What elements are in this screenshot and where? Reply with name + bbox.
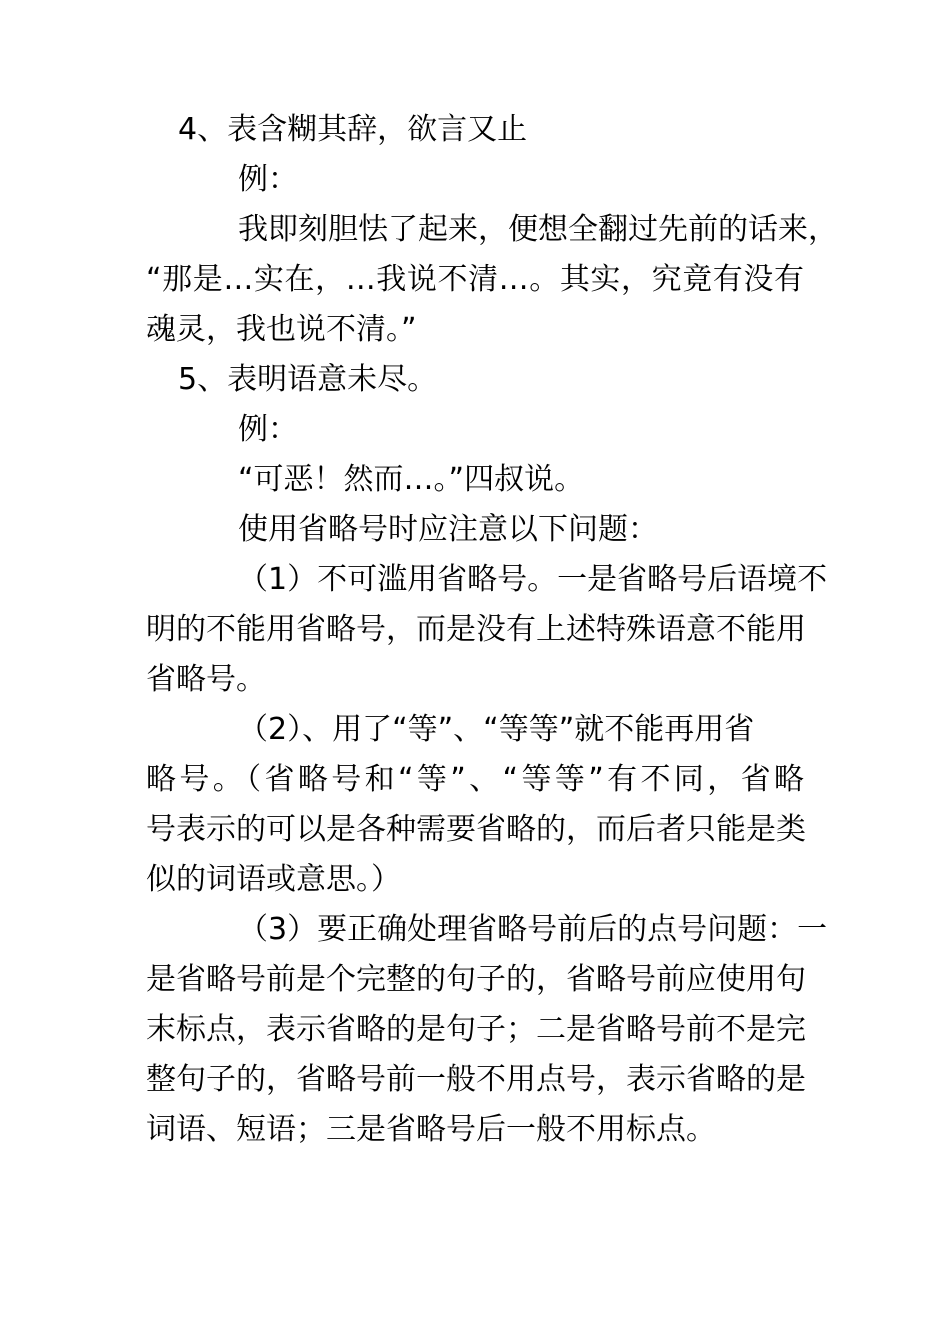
note3-line1: （3）要正确处理省略号前后的点号问题：一 <box>238 912 828 947</box>
item4-quote-line2: “那是…实在，…我说不清…。其实，究竟有没有 <box>146 262 804 297</box>
item4-quote-line1: 我即刻胆怯了起来，便想全翻过先前的话来， <box>238 212 838 247</box>
item5-heading: 5、表明语意未尽。 <box>178 362 438 397</box>
note3-line2: 是省略号前是个完整的句子的，省略号前应使用句 <box>146 962 806 997</box>
item5-example-label: 例： <box>238 412 298 447</box>
note3-line4: 整句子的，省略号前一般不用点号，表示省略的是 <box>146 1062 806 1097</box>
item4-quote-line3: 魂灵，我也说不清。” <box>146 312 417 347</box>
note3-line5: 词语、短语；三是省略号后一般不用标点。 <box>146 1112 716 1147</box>
notes-intro: 使用省略号时应注意以下问题： <box>238 512 658 547</box>
item4-example-label: 例： <box>238 162 298 197</box>
note2-line4: 似的词语或意思。） <box>146 862 401 897</box>
note3-line3: 末标点，表示省略的是句子；二是省略号前不是完 <box>146 1012 806 1047</box>
note2-line1: （2）、用了“等”、“等等”就不能再用省 <box>238 712 755 747</box>
item4-heading: 4、表含糊其辞，欲言又止 <box>178 112 528 147</box>
note2-line3: 号表示的可以是各种需要省略的，而后者只能是类 <box>146 812 806 847</box>
note1-line3: 省略号。 <box>146 662 266 697</box>
note2-line2: 略号。（省略号和“等”、“等等”有不同，省略 <box>146 762 804 797</box>
item5-quote: “可恶！然而…。”四叔说。 <box>238 462 585 497</box>
note1-line1: （1）不可滥用省略号。一是省略号后语境不 <box>238 562 828 597</box>
note1-line2: 明的不能用省略号，而是没有上述特殊语意不能用 <box>146 612 806 647</box>
